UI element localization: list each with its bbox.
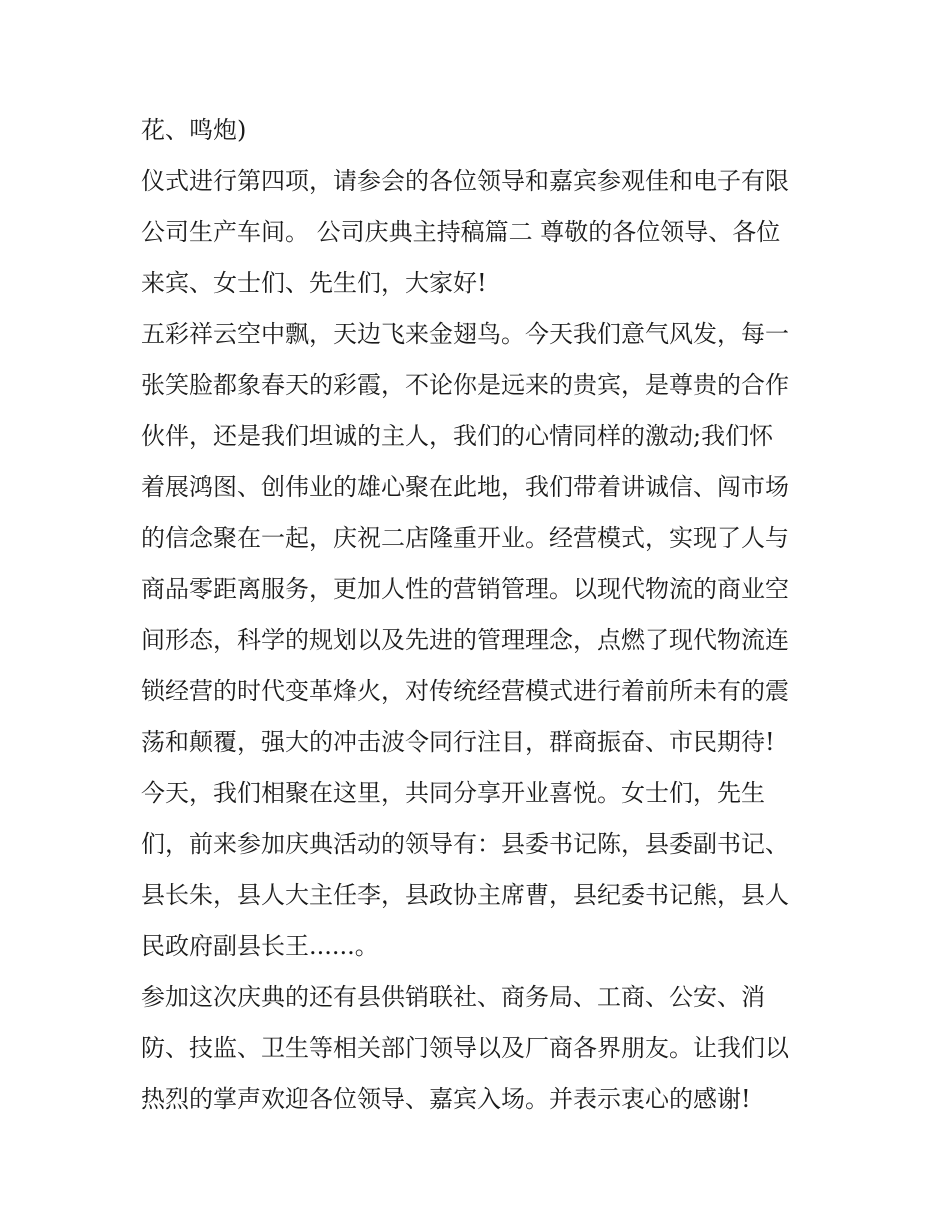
text-line: 五彩祥云空中飘，天边飞来金翅鸟。今天我们意气风发，每一 xyxy=(141,320,789,348)
text-line: 张笑脸都象春天的彩霞，不论你是远来的贵宾，是尊贵的合作 xyxy=(141,371,789,399)
text-line: 民政府副县长王......。 xyxy=(141,932,379,960)
text-line: 仪式进行第四项，请参会的各位领导和嘉宾参观佳和电子有限 xyxy=(141,167,789,195)
text-line: 间形态，科学的规划以及先进的管理理念，点燃了现代物流连 xyxy=(141,626,789,654)
text-line: 公司生产车间。 公司庆典主持稿篇二 尊敬的各位领导、各位 xyxy=(141,218,781,246)
text-line: 热烈的掌声欢迎各位领导、嘉宾入场。并表示衷心的感谢! xyxy=(141,1085,751,1113)
text-line: 参加这次庆典的还有县供销联社、商务局、工商、公安、消 xyxy=(141,983,765,1011)
text-line: 们，前来参加庆典活动的领导有：县委书记陈，县委副书记、 xyxy=(141,830,789,858)
text-line: 伙伴，还是我们坦诚的主人，我们的心情同样的激动;我们怀 xyxy=(141,422,774,450)
text-line: 锁经营的时代变革烽火，对传统经营模式进行着前所未有的震 xyxy=(141,677,789,705)
text-line: 防、技监、卫生等相关部门领导以及厂商各界朋友。让我们以 xyxy=(141,1034,789,1062)
text-line: 荡和颠覆，强大的冲击波令同行注目，群商振奋、市民期待! xyxy=(141,728,775,756)
text-line: 商品零距离服务，更加人性的营销管理。以现代物流的商业空 xyxy=(141,575,789,603)
text-line: 来宾、女士们、先生们，大家好! xyxy=(141,269,487,297)
text-line: 县长朱，县人大主任李，县政协主席曹，县纪委书记熊，县人 xyxy=(141,881,789,909)
text-line: 花、鸣炮) xyxy=(141,116,247,144)
text-line: 着展鸿图、创伟业的雄心聚在此地，我们带着讲诚信、闯市场 xyxy=(141,473,789,501)
text-line: 今天，我们相聚在这里，共同分享开业喜悦。女士们，先生 xyxy=(141,779,765,807)
text-line: 的信念聚在一起，庆祝二店隆重开业。经营模式，实现了人与 xyxy=(141,524,789,552)
document-body xyxy=(141,109,821,1129)
